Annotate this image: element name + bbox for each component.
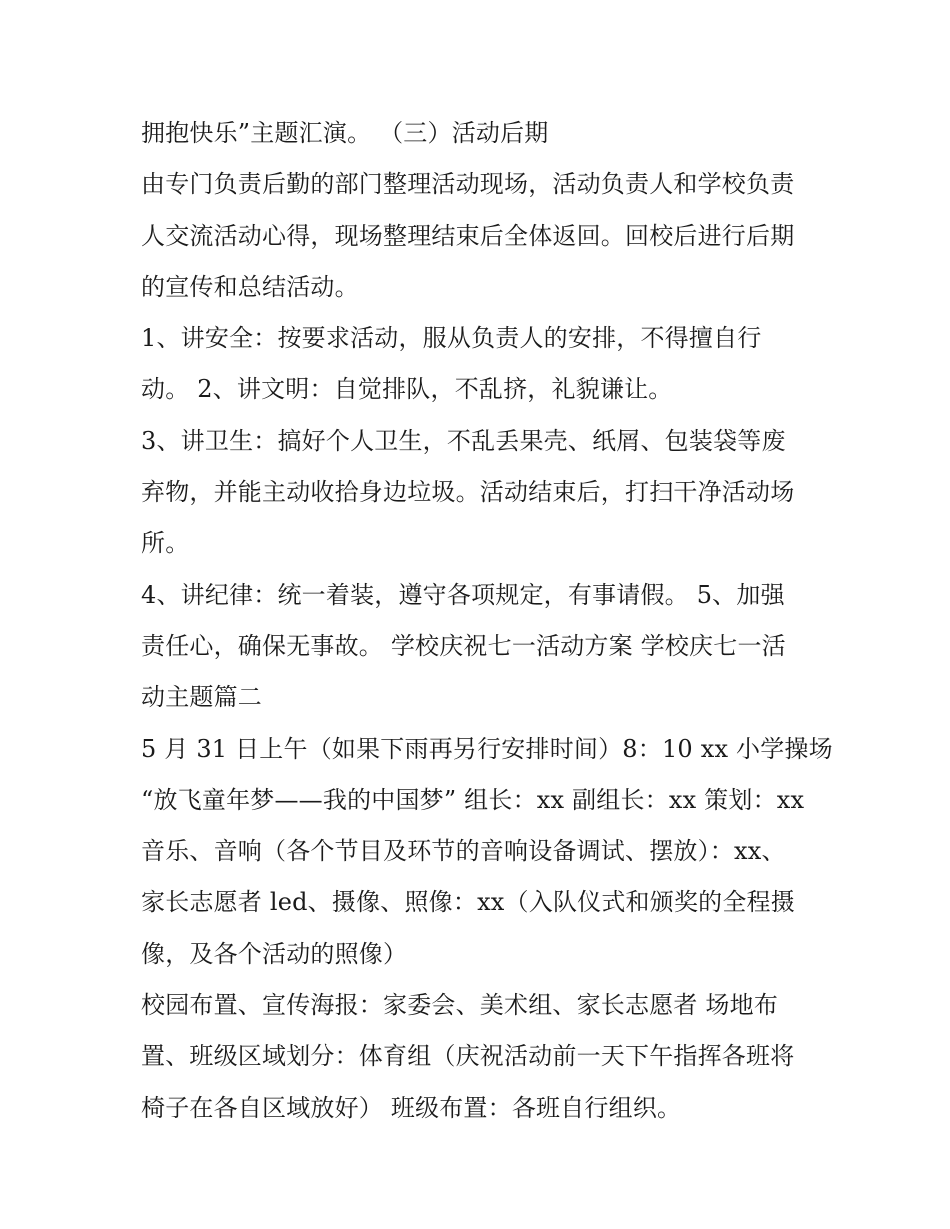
text-line: 责任心，确保无事故。 学校庆祝七一活动方案 学校庆七一活 xyxy=(141,631,786,660)
text-line: 置、班级区域划分：体育组（庆祝活动前一天下午指挥各班将 xyxy=(141,1042,795,1071)
text-line: 椅子在各自区域放好） 班级布置：各班自行组织。 xyxy=(141,1093,682,1122)
text-line: 的宣传和总结活动。 xyxy=(141,272,359,301)
document-body xyxy=(141,108,833,1134)
text-line: 所。 xyxy=(141,529,190,558)
text-line: 音乐、音响（各个节目及环节的音响设备调试、摆放）：xx、 xyxy=(141,837,786,866)
text-line: 像，及各个活动的照像） xyxy=(141,939,408,968)
text-line: 校园布置、宣传海报：家委会、美术组、家长志愿者 场地布 xyxy=(141,991,779,1020)
text-line: 1、讲安全：按要求活动，服从负责人的安排，不得擅自行 xyxy=(141,324,762,353)
text-line: 动主题篇二 xyxy=(141,683,262,712)
text-line: “放飞童年梦——我的中国梦” 组长：xx 副组长：xx 策划：xx xyxy=(141,785,805,814)
text-line: 弃物，并能主动收拾身边垃圾。活动结束后，打扫干净活动场 xyxy=(141,478,795,507)
text-line: 4、讲纪律：统一着装，遵守各项规定，有事请假。 5、加强 xyxy=(141,580,785,609)
text-line: 人交流活动心得，现场整理结束后全体返回。回校后进行后期 xyxy=(141,221,795,250)
text-line: 动。 2、讲文明：自觉排队，不乱挤，礼貌谦让。 xyxy=(141,375,673,404)
text-line: 3、讲卫生：搞好个人卫生，不乱丢果壳、纸屑、包装袋等废 xyxy=(141,426,786,455)
text-line: 拥抱快乐”主题汇演。 （三）活动后期 xyxy=(141,119,549,147)
text-line: 由专门负责后勤的部门整理活动现场，活动负责人和学校负责 xyxy=(141,170,795,199)
text-line: 家长志愿者 led、摄像、照像：xx（入队仪式和颁奖的全程摄 xyxy=(141,888,795,917)
text-line: 5 月 31 日上午（如果下雨再另行安排时间）8：10 xx 小学操场 xyxy=(141,734,833,763)
